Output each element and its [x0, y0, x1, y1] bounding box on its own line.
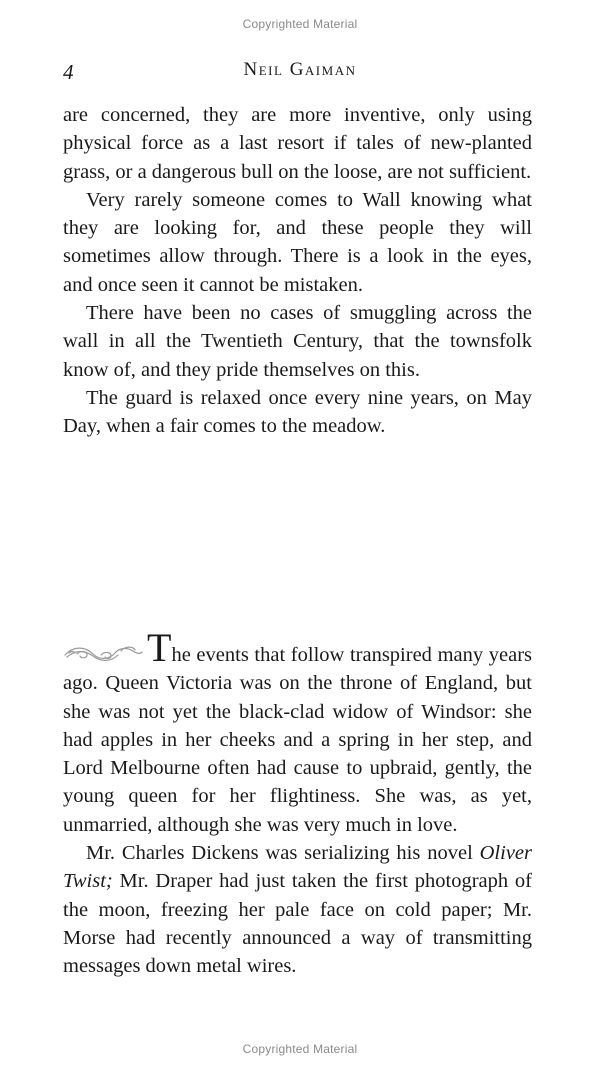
paragraph-text: Mr. Draper had just taken the first photograph of the moon, freezing her pale face on cold paper; Mr. Morse had recently announced a way of transmitting messages down metal wires. [63, 870, 532, 978]
book-title-italic: Oliver Twist; [63, 842, 532, 893]
copyright-watermark-bottom: Copyrighted Material [242, 1042, 358, 1056]
paragraph-text: Mr. Charles Dickens was serializing his novel [86, 842, 480, 865]
drop-cap: T [147, 625, 172, 670]
text-section-1 [63, 101, 532, 441]
text-section-2 [63, 625, 532, 981]
paragraph: The guard is relaxed once every nine years, on May Day, when a fair comes to the meadow. [63, 386, 532, 438]
running-head-author: Neil Gaiman [243, 59, 357, 80]
paragraph: There have been no cases of smuggling across the wall in all the Twentieth Century, that the townsfolk know of, and they pride themselves on this. [63, 302, 532, 381]
paragraph-continued: are concerned, they are more inventive, only using physical force as a last resort if tales of new-planted grass, or a dangerous bull on the loose, are not sufficient. [63, 104, 532, 183]
copyright-watermark-top: Copyrighted Material [242, 17, 358, 31]
paragraph: Very rarely someone comes to Wall knowing what they are looking for, and these people they will sometimes allow through. There is a look in the eyes, and once seen it cannot be mistaken. [63, 188, 532, 296]
flourish-ornament-icon [63, 642, 143, 664]
page-number: 4 [63, 60, 74, 84]
section-opening-paragraph [63, 625, 532, 839]
paragraph [63, 839, 532, 980]
opening-paragraph-text: he events that follow transpired many years ago. Queen Victoria was on the throne of England, but she was not yet the black-clad widow of Windsor: she had apples in her cheeks and a spring in her step, and Lord Melbourne often had cause to upbraid, gently, the young queen for her flightiness. She was, as yet, unmarried, although she was very much in love. [63, 644, 532, 836]
